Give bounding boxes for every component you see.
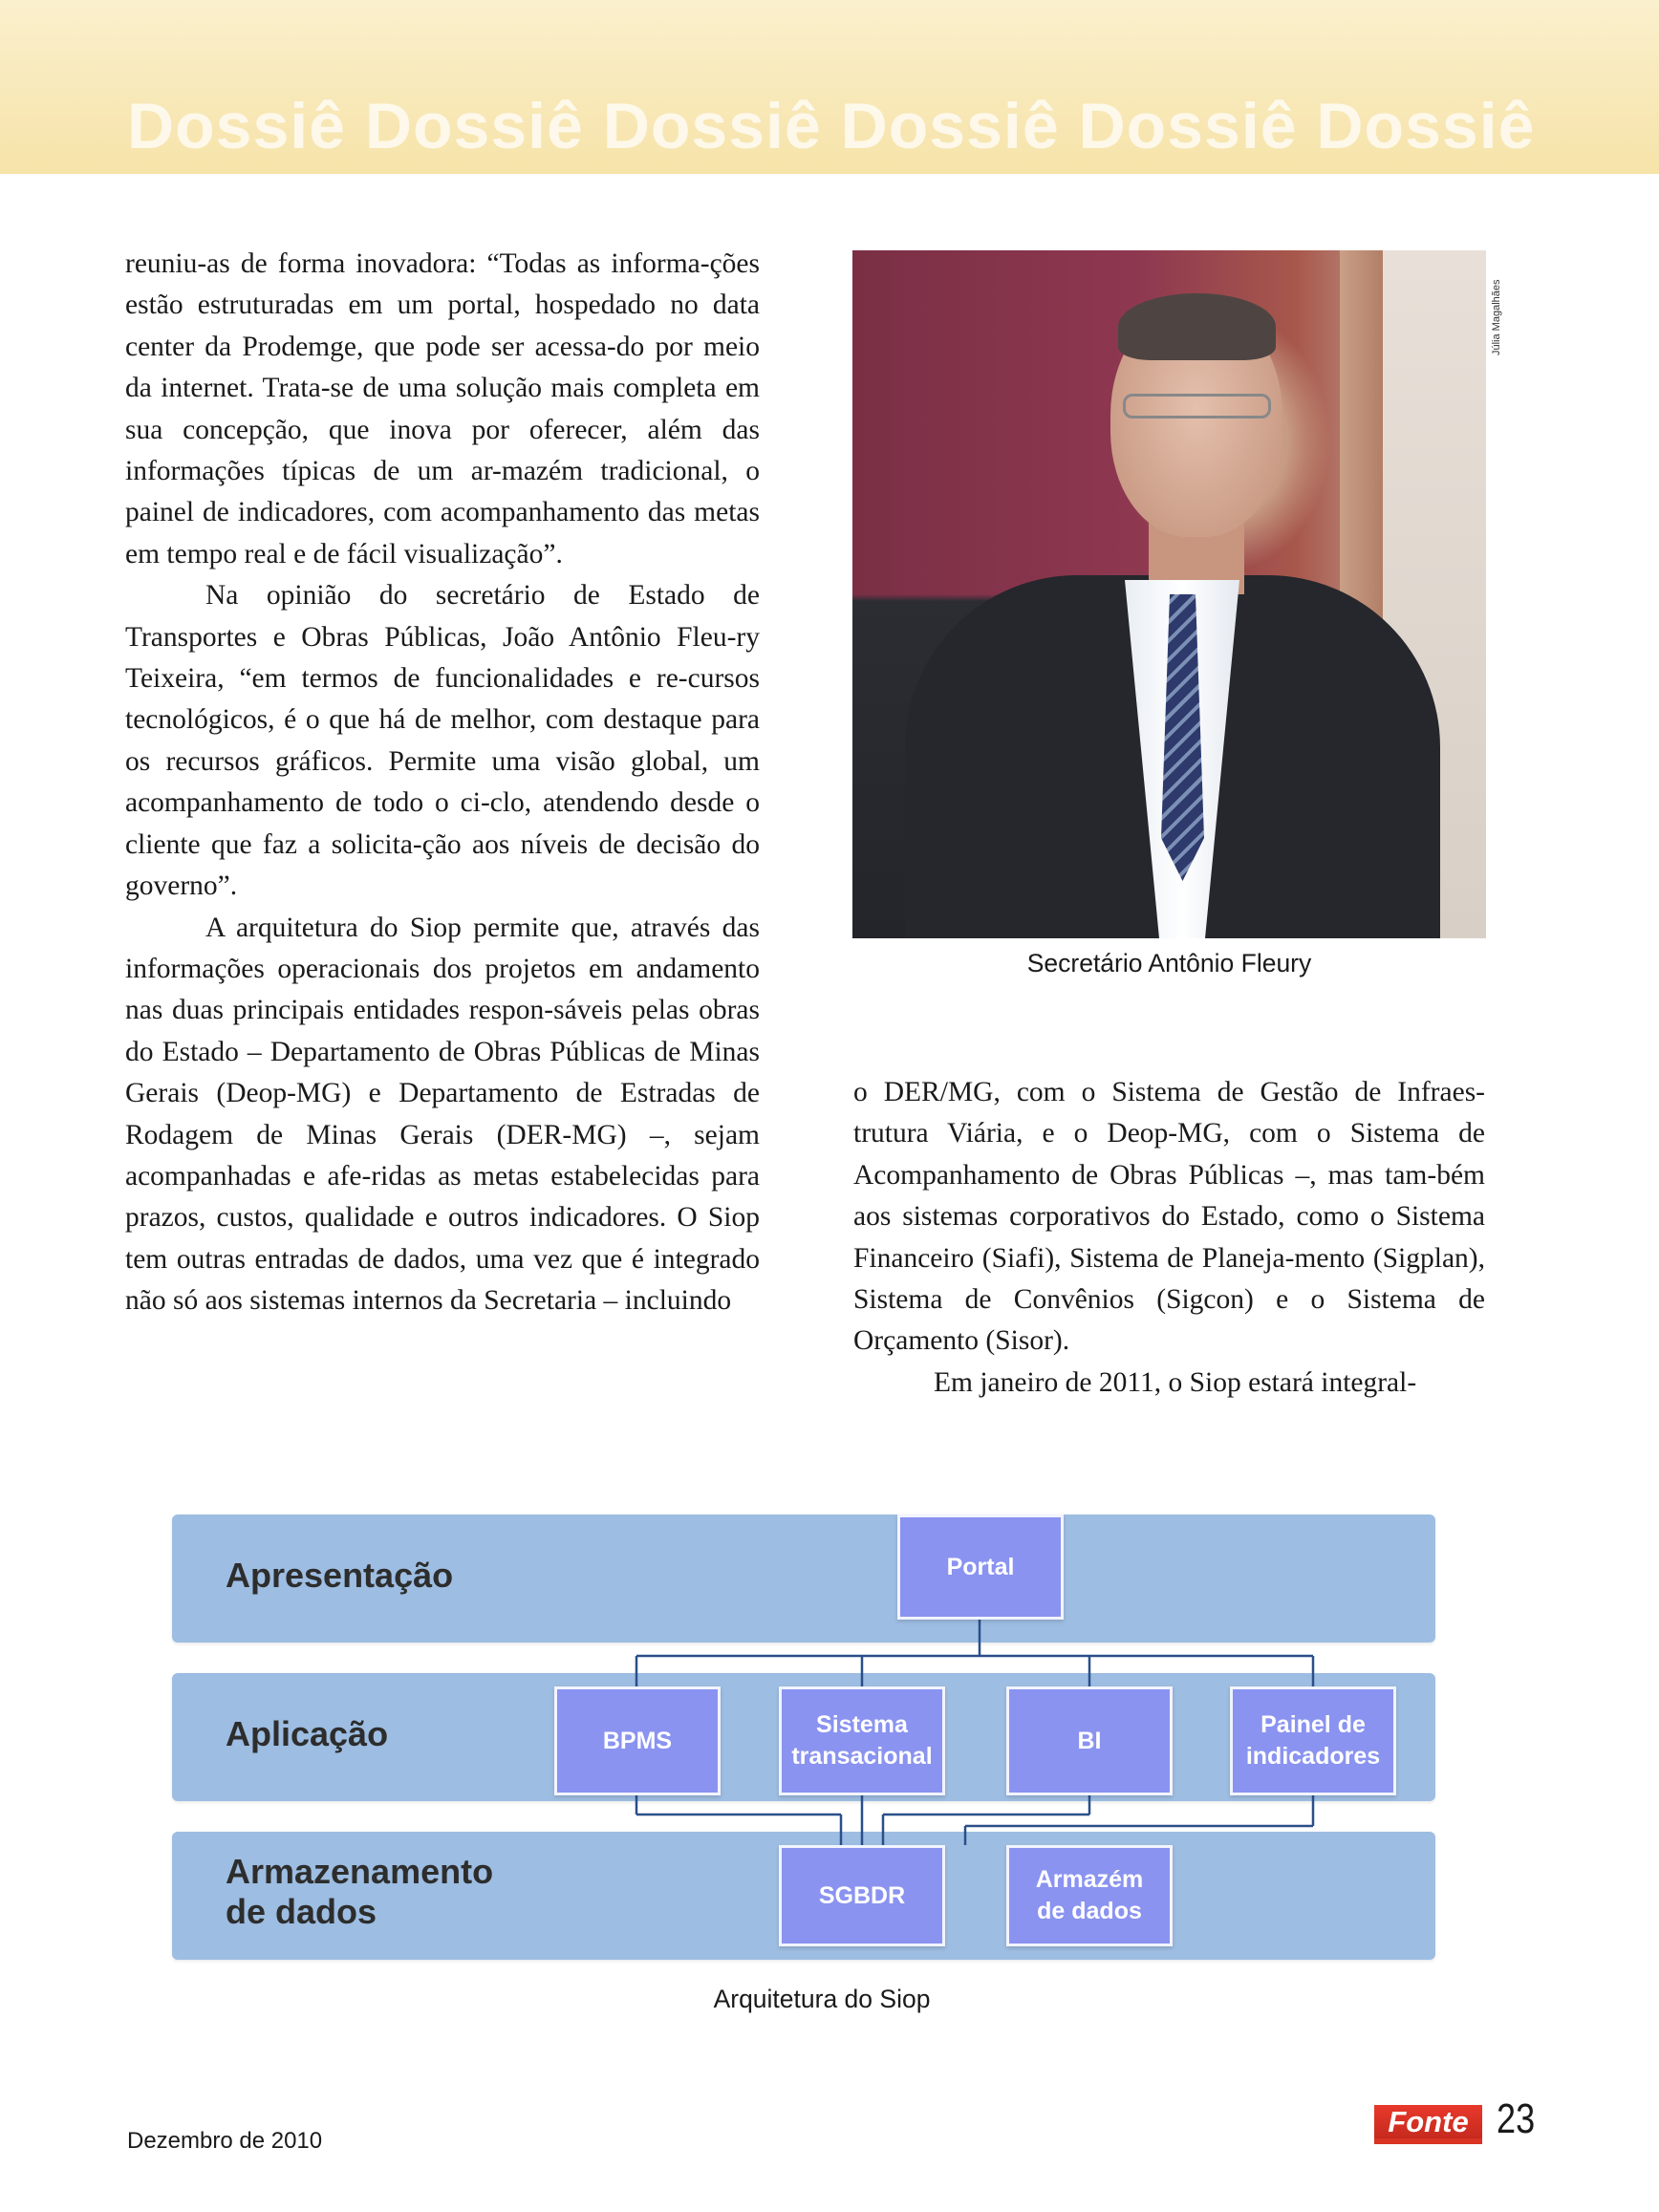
banner-title: Dossiê Dossiê Dossiê Dossiê Dossiê Dossiê [127, 90, 1536, 162]
node-label: Armazém [1035, 1866, 1144, 1893]
photo-credit: Júlia Magalhães [1491, 279, 1502, 355]
layer-label: Armazenamento [226, 1852, 494, 1891]
diagram-caption: Arquitetura do Siop [713, 1985, 931, 2013]
paragraph: reuniu-as de forma inovadora: “Todas as informa-ções estão estruturadas em um portal, hospedado no data center da Prodemge, que pode ser acessa-do por meio da internet. Trata-se de uma solução mais completa em sua concepção, que inova por oferecer, além das informações típicas de um ar-mazém tradicional, o painel de indicadores, com acompanhamento das metas em tempo real e de fácil visualização”. [125, 248, 760, 569]
architecture-diagram [172, 1514, 1435, 1960]
article-right-column [853, 1072, 1485, 1404]
node-indicator-panel [1230, 1686, 1396, 1795]
node-label: transacional [791, 1743, 933, 1770]
node-bpms [554, 1686, 721, 1795]
node-label: BPMS [602, 1727, 673, 1754]
node-bi [1006, 1686, 1173, 1795]
node-label: Painel de [1260, 1711, 1366, 1738]
node-transactional-system [779, 1686, 945, 1795]
node-label: Sistema [816, 1711, 908, 1738]
article-left-column [125, 244, 760, 1322]
paragraph: Na opinião do secretário de Estado de Transportes e Obras Públicas, João Antônio Fleu-ry Teixeira, “em termos de funcionalidades e re-cursos tecnológicos, é o que há de melhor, com destaque para os recursos gráficos. Permite uma visão global, um acompanhamento de todo o ci-clo, atendendo desde o cliente que faz a solicita-ção aos níveis de decisão do governo”. [125, 580, 760, 902]
node-portal [897, 1514, 1064, 1620]
layer-label: Apresentação [226, 1556, 454, 1595]
node-label: Portal [946, 1553, 1015, 1580]
header-banner [0, 0, 1659, 174]
portrait-photo [852, 250, 1486, 938]
page-number: 23 [1497, 2095, 1536, 2142]
paragraph: A arquitetura do Siop permite que, através das informações operacionais dos projetos em andamento nas duas principais entidades respon-sáveis pelas obras do Estado – Departamento de Obras Públicas de Minas Gerais (Deop-MG) e Departamento de Estradas de Rodagem de Minas Gerais (DER-MG) –, sejam acompanhadas e afe-ridas as metas estabelecidas para prazos, custos, qualidade e outros indicadores. O Siop tem outras entradas de dados, uma vez que é integrado não só aos sistemas internos da Secretaria – incluindo [125, 912, 760, 1317]
node-label: BI [1077, 1727, 1102, 1754]
paragraph: o DER/MG, com o Sistema de Gestão de Infraes-trutura Viária, e o Deop-MG, com o Sistema de Acompanhamento de Obras Públicas –, mas tam-bém aos sistemas corporativos do Estado, como o Sistema Financeiro (Siafi), Sistema de Planeja-mento (Sigplan), Sistema de Convênios (Sigcon) e o Sistema de Orçamento (Sisor). [853, 1077, 1485, 1357]
node-label: de dados [1037, 1898, 1142, 1924]
magazine-logo: Fonte [1374, 2105, 1482, 2144]
footer-date: Dezembro de 2010 [127, 2128, 323, 2154]
node-sgbdr [779, 1845, 945, 1946]
layer-label: de dados [226, 1892, 377, 1931]
node-data-warehouse [1006, 1845, 1173, 1946]
node-label: SGBDR [818, 1881, 906, 1909]
layer-label: Aplicação [226, 1714, 389, 1753]
paragraph: Em janeiro de 2011, o Siop estará integral- [934, 1366, 1417, 1398]
node-label: indicadores [1245, 1743, 1381, 1770]
photo-caption: Secretário Antônio Fleury [1026, 949, 1312, 977]
